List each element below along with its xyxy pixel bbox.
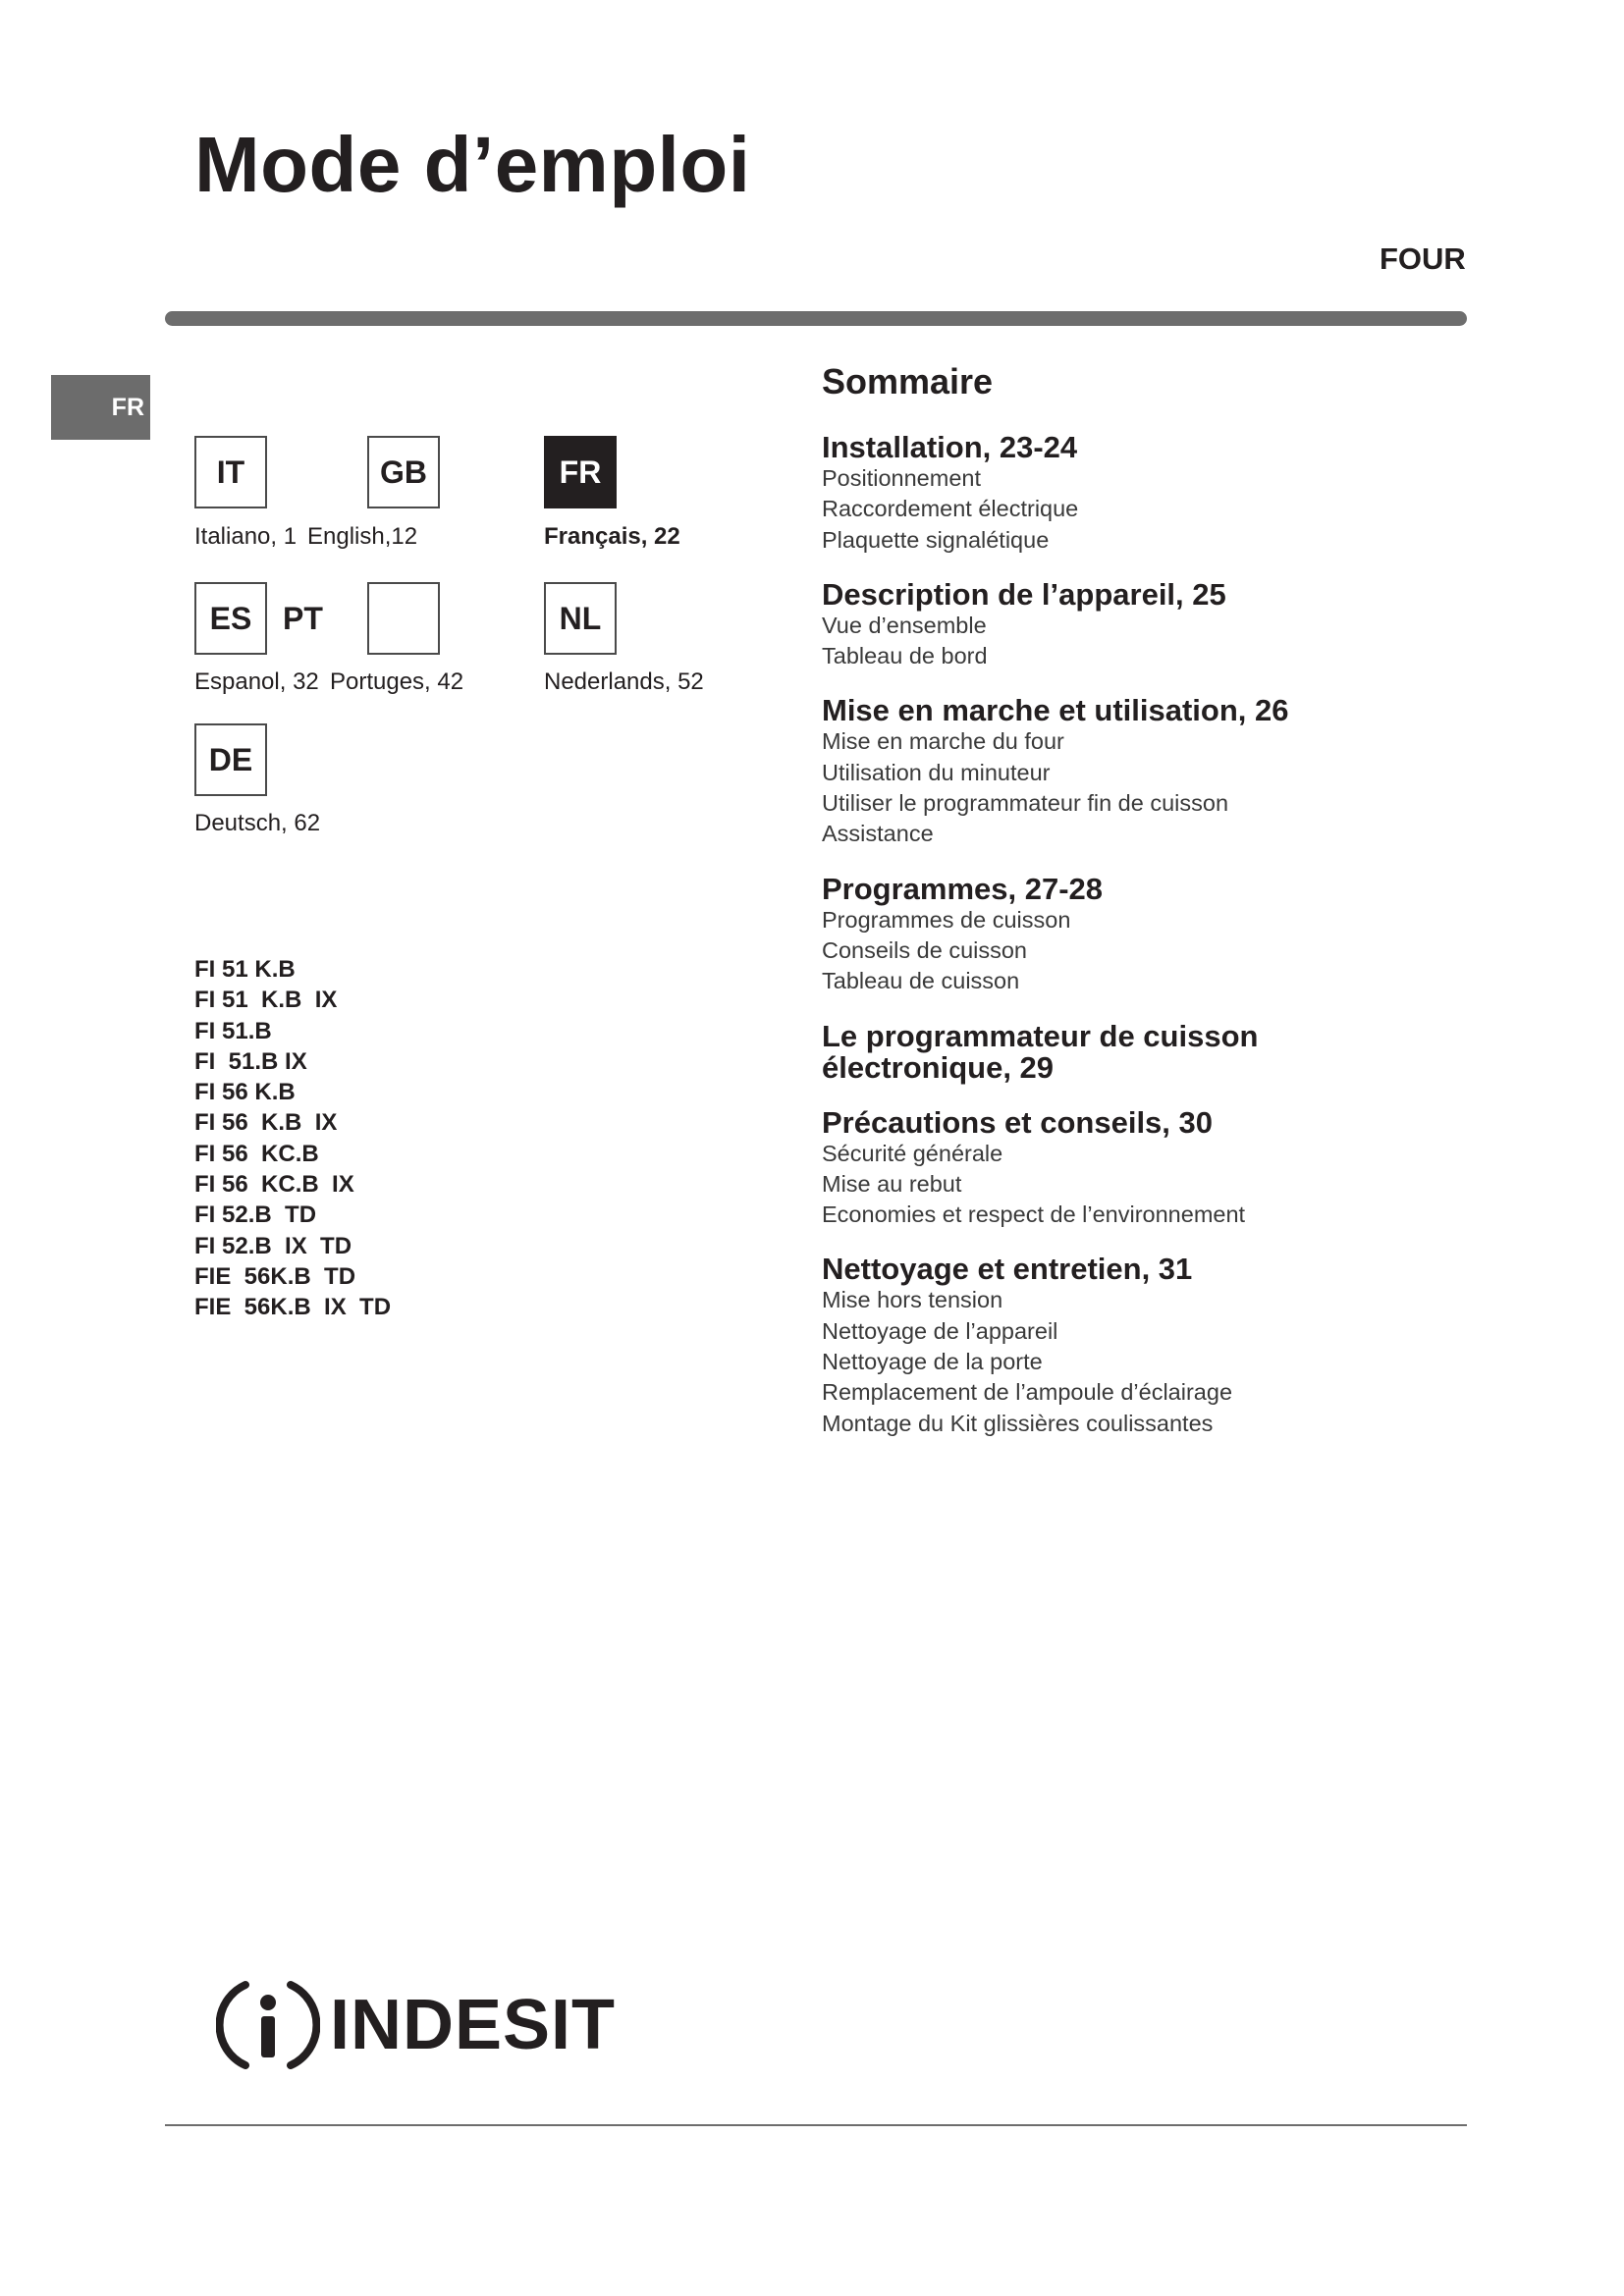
toc-item: Raccordement électrique: [822, 496, 1079, 522]
toc-section-programmateur: [822, 1018, 1529, 1085]
toc-item: Tableau de bord: [822, 643, 988, 669]
lang-label-pt: Portuges, 42: [330, 668, 464, 695]
model-item: FI 51.B: [194, 1017, 272, 1044]
brand-logo: [216, 1973, 616, 2077]
toc-section-installation: [822, 432, 1529, 556]
toc-heading: Programmes, 27-28: [822, 871, 1104, 906]
lang-label-es: Espanol, 32: [194, 668, 319, 695]
model-item: FI 51 K.B IX: [194, 987, 338, 1014]
lang-box-fr: FR: [544, 436, 617, 508]
toc-heading: Nettoyage et entretien, 31: [822, 1252, 1193, 1287]
toc-item: Mise au rebut: [822, 1170, 962, 1197]
lang-label-nl: Nederlands, 52: [544, 668, 704, 695]
toc-heading: Le programmateur de cuisson: [822, 1018, 1259, 1053]
toc-item: Nettoyage de la porte: [822, 1349, 1043, 1375]
product-category: FOUR: [1380, 241, 1466, 276]
toc-heading: Description de l’appareil, 25: [822, 576, 1226, 612]
toc-item: Sécurité générale: [822, 1140, 1003, 1166]
toc-item: Assistance: [822, 821, 934, 847]
model-item: FI 56 KC.B IX: [194, 1171, 354, 1199]
lang-box-it: IT: [194, 436, 267, 508]
lang-label-de: Deutsch, 62: [194, 810, 321, 836]
brand-name: INDESIT: [330, 1986, 617, 2064]
table-of-contents: [822, 361, 1529, 1463]
lang-label-gb: English,12: [307, 523, 418, 550]
toc-item: Positionnement: [822, 465, 981, 491]
toc-heading-continued: électronique, 29: [822, 1049, 1055, 1085]
toc-item: Conseils de cuisson: [822, 936, 1027, 963]
toc-item: Remplacement de l’ampoule d’éclairage: [822, 1379, 1233, 1406]
toc-section-precautions: [822, 1104, 1529, 1231]
toc-item: Economies et respect de l’environnement: [822, 1201, 1246, 1228]
indesit-logo-icon: [216, 1973, 320, 2077]
model-item: FI 56 K.B IX: [194, 1109, 338, 1137]
toc-item: Plaquette signalétique: [822, 526, 1050, 553]
model-item: FI 51.B IX: [194, 1047, 307, 1075]
header-divider: [165, 311, 1467, 326]
toc-section-programmes: [822, 871, 1529, 997]
lang-box-pt: PT: [283, 600, 323, 636]
model-item: FI 56 K.B: [194, 1079, 296, 1106]
toc-section-description: [822, 576, 1529, 672]
lang-box-nl: NL: [544, 582, 617, 655]
toc-item: Programmes de cuisson: [822, 906, 1071, 933]
toc-item: Tableau de cuisson: [822, 968, 1020, 994]
page-title: Mode d’emploi: [194, 121, 751, 208]
model-item: FI 51 K.B: [194, 956, 296, 983]
lang-label-fr: Français, 22: [544, 523, 680, 550]
model-list: [194, 954, 391, 1323]
lang-box-empty: [367, 582, 440, 655]
toc-item: Utiliser le programmateur fin de cuisson: [822, 790, 1229, 817]
toc-item: Vue d’ensemble: [822, 612, 987, 638]
model-item: FI 56 KC.B: [194, 1140, 319, 1167]
toc-title: Sommaire: [822, 361, 994, 401]
lang-label-it: Italiano, 1: [194, 523, 298, 550]
toc-item: Montage du Kit glissières coulissantes: [822, 1410, 1214, 1436]
toc-item: Mise hors tension: [822, 1287, 1003, 1313]
toc-section-nettoyage: [822, 1254, 1529, 1438]
model-item: FIE 56K.B IX TD: [194, 1294, 392, 1321]
toc-heading: Installation, 23-24: [822, 430, 1078, 464]
toc-item: Mise en marche du four: [822, 728, 1064, 755]
footer-divider: [165, 2124, 1467, 2126]
toc-heading: Précautions et conseils, 30: [822, 1104, 1214, 1140]
toc-heading: Mise en marche et utilisation, 26: [822, 693, 1289, 728]
toc-item: Nettoyage de l’appareil: [822, 1317, 1058, 1344]
model-item: FIE 56K.B TD: [194, 1262, 356, 1290]
language-side-tab: FR: [51, 375, 150, 440]
lang-box-es: ES: [194, 582, 267, 655]
toc-item: Utilisation du minuteur: [822, 759, 1051, 785]
lang-box-gb: GB: [367, 436, 440, 508]
model-item: FI 52.B TD: [194, 1201, 317, 1229]
model-item: FI 52.B IX TD: [194, 1232, 352, 1259]
lang-box-de: DE: [194, 723, 267, 796]
toc-section-mise-en-marche: [822, 695, 1529, 849]
